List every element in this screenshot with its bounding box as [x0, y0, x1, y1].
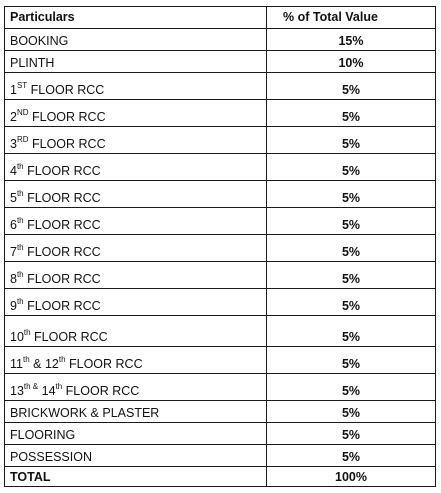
table-row	[5, 235, 436, 262]
row-particular-rest: FLOOR RCC	[23, 163, 101, 178]
row-particular-base: 1	[10, 82, 17, 97]
row-percent: 10%	[267, 51, 436, 73]
row-percent: 5%	[267, 347, 436, 374]
row-particular-base: PLINTH	[10, 55, 55, 70]
row-particular-rest: FLOOR RCC	[27, 82, 105, 97]
row-particular-sup: ST	[16, 80, 28, 90]
row-particular	[5, 347, 267, 374]
row-percent: 5%	[267, 423, 436, 445]
row-particular-base: 13	[10, 383, 24, 398]
payment-schedule-table	[4, 6, 436, 487]
row-particular-sup2: th	[58, 354, 66, 364]
row-particular-sup: th	[16, 188, 24, 198]
row-particular-base: 7	[10, 244, 17, 259]
row-particular-rest: FLOOR RCC	[23, 190, 101, 205]
table-row	[5, 445, 436, 467]
row-particular-base: BOOKING	[10, 33, 69, 48]
row-particular-base: BRICKWORK & PLASTER	[10, 405, 160, 420]
row-particular-tail: FLOOR RCC	[62, 383, 140, 398]
row-particular-base: 3	[10, 136, 17, 151]
row-percent: 5%	[267, 401, 436, 423]
header-particulars: Particulars	[5, 7, 267, 29]
row-particular-sup: th	[23, 327, 31, 337]
payment-schedule-document	[4, 6, 435, 489]
table-header-row	[5, 7, 436, 29]
row-particular	[5, 29, 267, 51]
row-particular-rest: FLOOR RCC	[28, 109, 106, 124]
total-percent: 100%	[267, 467, 436, 487]
row-particular-sup: ND	[16, 107, 29, 117]
row-particular	[5, 73, 267, 100]
table-row	[5, 316, 436, 347]
row-particular-rest: FLOOR RCC	[30, 329, 108, 344]
table-row	[5, 29, 436, 51]
row-particular	[5, 423, 267, 445]
row-particular-base: 11	[10, 356, 23, 371]
row-particular-sup: th &	[23, 381, 39, 391]
row-particular-base: 9	[10, 298, 17, 313]
table-row	[5, 374, 436, 401]
row-particular	[5, 154, 267, 181]
row-particular-sup: th	[16, 269, 24, 279]
row-particular	[5, 235, 267, 262]
row-particular-sup: th	[16, 161, 24, 171]
row-particular-rest: 14	[38, 383, 56, 398]
row-particular-sup: th	[16, 242, 24, 252]
header-percent-of-total: % of Total Value	[267, 7, 436, 29]
row-particular-sup: th	[16, 215, 24, 225]
row-particular-sup: th	[22, 354, 30, 364]
row-particular-rest: & 12	[29, 356, 59, 371]
row-particular	[5, 401, 267, 423]
row-particular-base: FLOORING	[10, 427, 76, 442]
table-row	[5, 289, 436, 316]
row-particular-base: 6	[10, 217, 17, 232]
table-row	[5, 100, 436, 127]
table-row	[5, 51, 436, 73]
table-row	[5, 154, 436, 181]
row-percent: 5%	[267, 235, 436, 262]
row-percent: 5%	[267, 154, 436, 181]
row-percent: 5%	[267, 100, 436, 127]
table-row	[5, 401, 436, 423]
row-particular-sup: RD	[16, 134, 29, 144]
row-percent: 5%	[267, 316, 436, 347]
row-percent: 5%	[267, 289, 436, 316]
table-row	[5, 347, 436, 374]
row-particular-rest: FLOOR RCC	[23, 298, 101, 313]
row-particular-rest: FLOOR RCC	[23, 217, 101, 232]
row-percent: 5%	[267, 208, 436, 235]
row-particular-rest: FLOOR RCC	[23, 244, 101, 259]
table-row	[5, 423, 436, 445]
table-row	[5, 73, 436, 100]
row-particular	[5, 51, 267, 73]
row-particular	[5, 127, 267, 154]
row-percent: 15%	[267, 29, 436, 51]
row-particular	[5, 289, 267, 316]
row-particular	[5, 100, 267, 127]
row-particular-rest: FLOOR RCC	[28, 136, 106, 151]
row-particular-base: 8	[10, 271, 17, 286]
row-particular-tail: FLOOR RCC	[65, 356, 143, 371]
row-particular	[5, 262, 267, 289]
row-particular-base: 4	[10, 163, 17, 178]
row-percent: 5%	[267, 181, 436, 208]
row-particular-sup2: th	[55, 381, 63, 391]
table-row	[5, 262, 436, 289]
table-row	[5, 181, 436, 208]
row-percent: 5%	[267, 73, 436, 100]
row-particular-rest: FLOOR RCC	[23, 271, 101, 286]
row-particular-base: 10	[10, 329, 24, 344]
row-particular	[5, 208, 267, 235]
row-percent: 5%	[267, 445, 436, 467]
row-percent: 5%	[267, 262, 436, 289]
total-row	[5, 467, 436, 487]
table-row	[5, 127, 436, 154]
table-row	[5, 208, 436, 235]
row-percent: 5%	[267, 374, 436, 401]
row-particular	[5, 445, 267, 467]
row-particular-base: 2	[10, 109, 17, 124]
row-particular-base: POSSESSION	[10, 449, 92, 464]
total-label: TOTAL	[5, 467, 267, 487]
row-particular	[5, 374, 267, 401]
row-particular-sup: th	[16, 296, 24, 306]
row-particular	[5, 181, 267, 208]
row-particular-base: 5	[10, 190, 17, 205]
row-percent: 5%	[267, 127, 436, 154]
row-particular	[5, 316, 267, 347]
